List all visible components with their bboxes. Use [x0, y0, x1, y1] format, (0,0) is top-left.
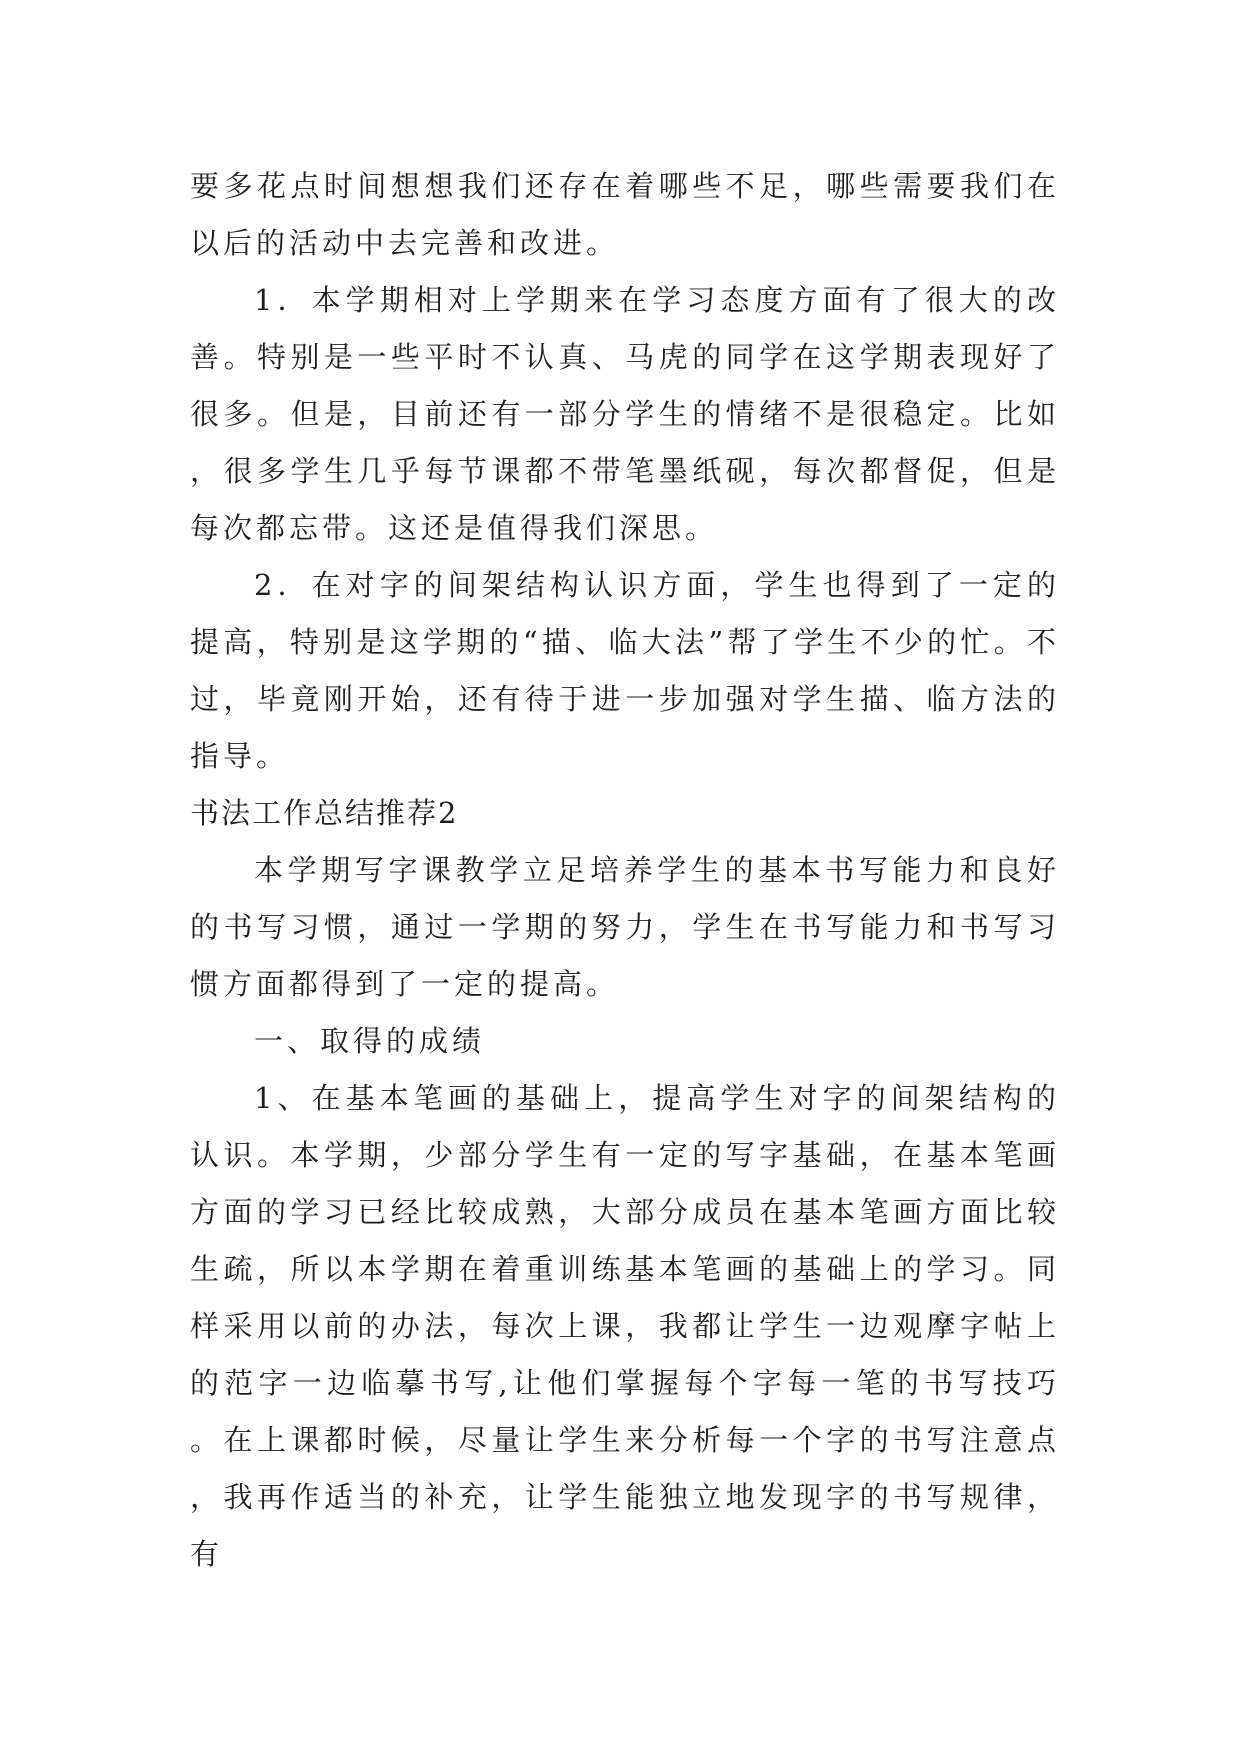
paragraph-1: 要多花点时间想想我们还存在着哪些不足，哪些需要我们在以后的活动中去完善和改进。 [190, 169, 1060, 260]
paragraph-2: 1．本学期相对上学期来在学习态度方面有了很大的改善。特别是一些平时不认真、马虎的同学在这学期表现好了很多。但是，目前还有一部分学生的情绪不是很稳定。比如，很多学生几乎每节课都不带笔墨纸砚，每次都督促，但是每次都忘带。这还是值得我们深思。 [190, 283, 1060, 545]
paragraph-3: 2．在对字的间架结构认识方面，学生也得到了一定的提高，特别是这学期的“描、临大法”帮了学生不少的忙。不过，毕竟刚开始，还有待于进一步加强对学生描、临方法的指导。 [190, 568, 1060, 773]
paragraph-5: 1、在基本笔画的基础上，提高学生对字的间架结构的认识。本学期，少部分学生有一定的写字基础，在基本笔画方面的学习已经比较成熟，大部分成员在基本笔画方面比较生疏，所以本学期在着重训练基本笔画的基础上的学习。同样采用以前的办法，每次上课，我都让学生一边观摩字帖上的范字一边临摹书写,让他们掌握每个字每一笔的书写技巧。在上课都时候，尽量让学生来分析每一个字的书写注意点，我再作适当的补充，让学生能独立地发现字的书写规律，有 [190, 1081, 1060, 1571]
subsection-heading: 一、取得的成绩 [254, 1024, 486, 1058]
section-heading: 书法工作总结推荐2 [190, 796, 459, 830]
document-body [190, 158, 1060, 1583]
paragraph-4: 本学期写字课教学立足培养学生的基本书写能力和良好的书写习惯，通过一学期的努力，学生在书写能力和书写习惯方面都得到了一定的提高。 [190, 853, 1060, 1001]
